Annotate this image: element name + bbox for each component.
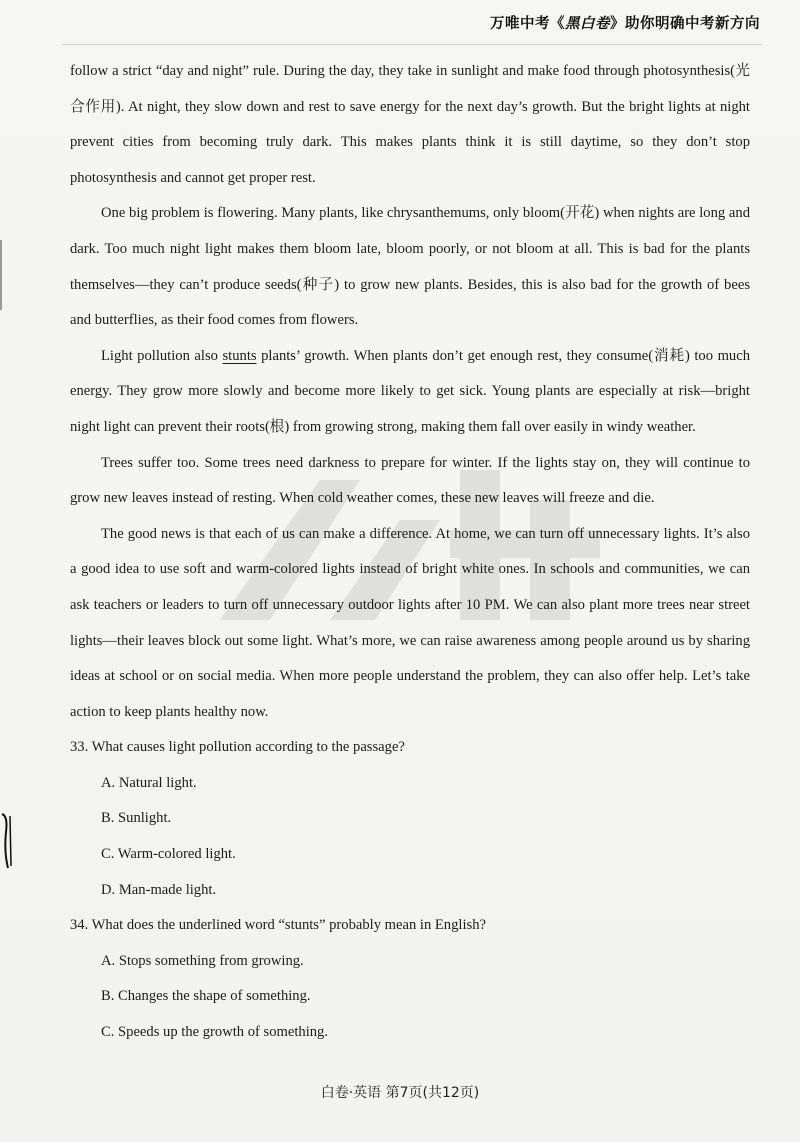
question-34-stem: 34. What does the underlined word “stunts” probably mean in English? [70, 917, 486, 934]
passage-paragraph-3 [70, 339, 750, 446]
header-prefix: 万唯中考《 [490, 16, 565, 32]
underlined-word-stunts: stunts [222, 347, 257, 364]
passage-paragraph-2: One big problem is flowering. Many plants, like chrysanthemums, only bloom(开花) when nights are long and dark. Too much night light makes them bloom late, bloom poorly, or not bloom at all. This is bad for the plants themselves—they can’t produce seeds(种子) to grow new plants. Besides, this is also bad for the growth of bees and butterflies, as their food comes from flowers. [70, 205, 750, 329]
passage-paragraph-1: follow a strict “day and night” rule. During the day, they take in sunlight and make food through photosynthesis(光合作用). At night, they slow down and rest to save energy for the next day’s growth. But the bright lights at night prevent cities from becoming truly dark. This makes plants think it is still daytime, so they don’t stop photosynthesis and cannot get proper rest. [70, 63, 750, 186]
header-brand: 黑白卷 [565, 16, 610, 32]
question-33-option-c: C. Warm-colored light. [101, 846, 236, 863]
header-suffix: 》助你明确中考新方向 [610, 16, 760, 32]
question-34 [70, 908, 750, 1050]
question-33-option-b: B. Sunlight. [101, 810, 172, 827]
page-header [490, 12, 760, 33]
paragraph-3-after: plants’ growth. When plants don’t get enough rest, they consume(消耗) too much energy. They grow more slowly and become more likely to get sick. Young plants are especially at risk—bright night light can prevent their roots(根) from growing strong, making them fall over easily in windy weather. [70, 347, 751, 435]
question-34-option-c: C. Speeds up the growth of something. [101, 1024, 328, 1041]
passage-paragraph-5: The good news is that each of us can make a difference. At home, we can turn off unnecessary lights. It’s also a good idea to use soft and warm-colored lights instead of bright white ones. In schools and communities, we can ask teachers or leaders to turn off unnecessary outdoor lights after 10 PM. We can also plant more trees near street lights—their leaves block out some light. What’s more, we can raise awareness among people around us by sharing ideas at school or on social media. When more people understand the problem, they can also offer help. Let’s take action to keep plants healthy now. [70, 525, 750, 720]
passage-content [70, 54, 750, 1051]
passage-paragraph-4: Trees suffer too. Some trees need darkness to prepare for winter. If the lights stay on, they will continue to grow new leaves instead of resting. When cold weather comes, these new leaves will freeze and die. [70, 454, 750, 507]
question-33-option-d: D. Man-made light. [101, 881, 217, 898]
paragraph-3-before: Light pollution also [101, 347, 223, 364]
question-33 [70, 730, 750, 908]
page-footer: 白卷·英语 第7页(共12页) [320, 1085, 480, 1101]
binding-marks [0, 812, 14, 872]
question-34-option-b: B. Changes the shape of something. [101, 988, 311, 1005]
edge-shadow-mark [0, 240, 6, 310]
question-33-stem: 33. What causes light pollution according to the passage? [70, 739, 405, 756]
header-divider [62, 44, 762, 45]
question-33-option-a: A. Natural light. [101, 774, 197, 791]
question-34-option-a: A. Stops something from growing. [101, 952, 304, 969]
